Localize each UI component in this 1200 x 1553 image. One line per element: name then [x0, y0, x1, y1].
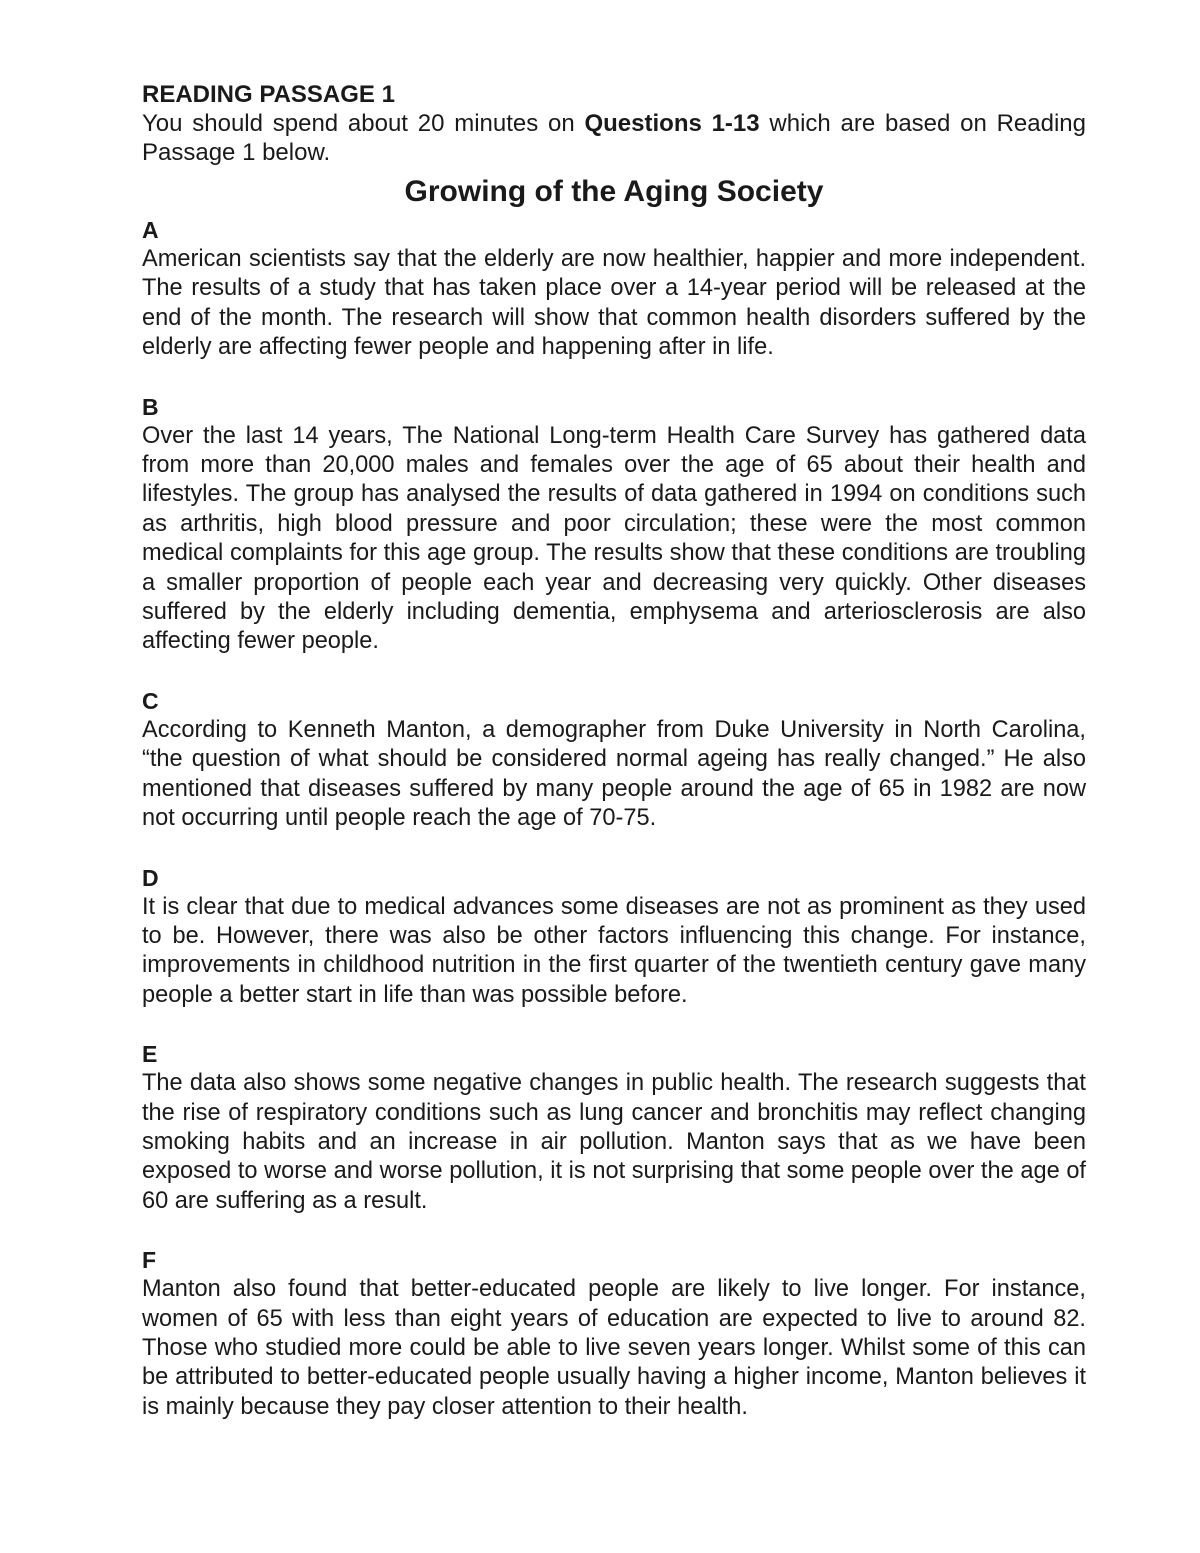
- section-letter: D: [142, 864, 159, 891]
- section-a: [142, 216, 1086, 363]
- section-paragraph: Over the last 14 years, The National Long-term Health Care Survey has gathered data from more than 20,000 males and females over the age of 65 about their health and lifestyles. The group has analysed the results of data gathered in 1994 on conditions such as arthritis, high blood pressure and poor circulation; these were the most common medical complaints for this age group. The results show that these conditions are troubling a smaller proportion of people each year and decreasing very quickly. Other diseases suffered by the elderly including dementia, emphysema and arteriosclerosis are also affecting fewer people.: [142, 422, 1086, 655]
- section-letter: B: [142, 393, 159, 420]
- document-page: [142, 80, 1086, 1452]
- passage-title: Growing of the Aging Society: [404, 175, 824, 208]
- section-letter: C: [142, 687, 159, 714]
- section-paragraph: According to Kenneth Manton, a demographer from Duke University in North Carolina, “the question of what should be considered normal ageing has really changed.” He also mentioned that diseases suffered by many people around the age of 65 in 1982 are now not occurring until people reach the age of 70-75.: [142, 716, 1086, 832]
- section-letter: F: [142, 1247, 157, 1274]
- section-b: [142, 393, 1086, 657]
- passage-label: READING PASSAGE 1: [142, 81, 395, 108]
- section-paragraph: It is clear that due to medical advances some diseases are not as prominent as they used to be. However, there was also be other factors influencing this change. For instance, improvements in childhood nutrition in the first quarter of the twentieth century gave many people a better start in life than was possible before.: [142, 893, 1086, 1008]
- section-e: [142, 1040, 1086, 1216]
- section-paragraph: Manton also found that better-educated people are likely to live longer. For instance, women of 65 with less than eight years of education are expected to live to around 82. Those who studied more could be able to live seven years longer. Whilst some of this can be attributed to better-educated people usually having a higher income, Manton believes it is mainly because they pay closer attention to their health.: [142, 1276, 1086, 1420]
- section-letter: A: [142, 217, 159, 243]
- section-letter: E: [142, 1041, 158, 1068]
- section-f: [142, 1246, 1086, 1422]
- section-paragraph: The data also shows some negative changes in public health. The research suggests that the rise of respiratory conditions such as lung cancer and bronchitis may reflect changing smoking habits and an increase in air pollution. Manton says that as we have been exposed to worse and worse pollution, it is not surprising that some people over the age of 60 are suffering as a result.: [142, 1070, 1086, 1214]
- instructions: [142, 109, 1086, 167]
- instructions-suffix: which are based on Reading Passage 1 below.: [142, 110, 1086, 166]
- instructions-questions: Questions 1-13: [584, 110, 760, 137]
- section-d: [142, 864, 1086, 1011]
- instructions-prefix: You should spend about 20 minutes on: [142, 110, 585, 137]
- section-paragraph: American scientists say that the elderly are now healthier, happier and more independent. The results of a study that has taken place over a 14-year period will be released at the end of the month. The research will show that common health disorders suffered by the elderly are affecting fewer people and happening after in life.: [142, 246, 1086, 361]
- section-c: [142, 687, 1086, 834]
